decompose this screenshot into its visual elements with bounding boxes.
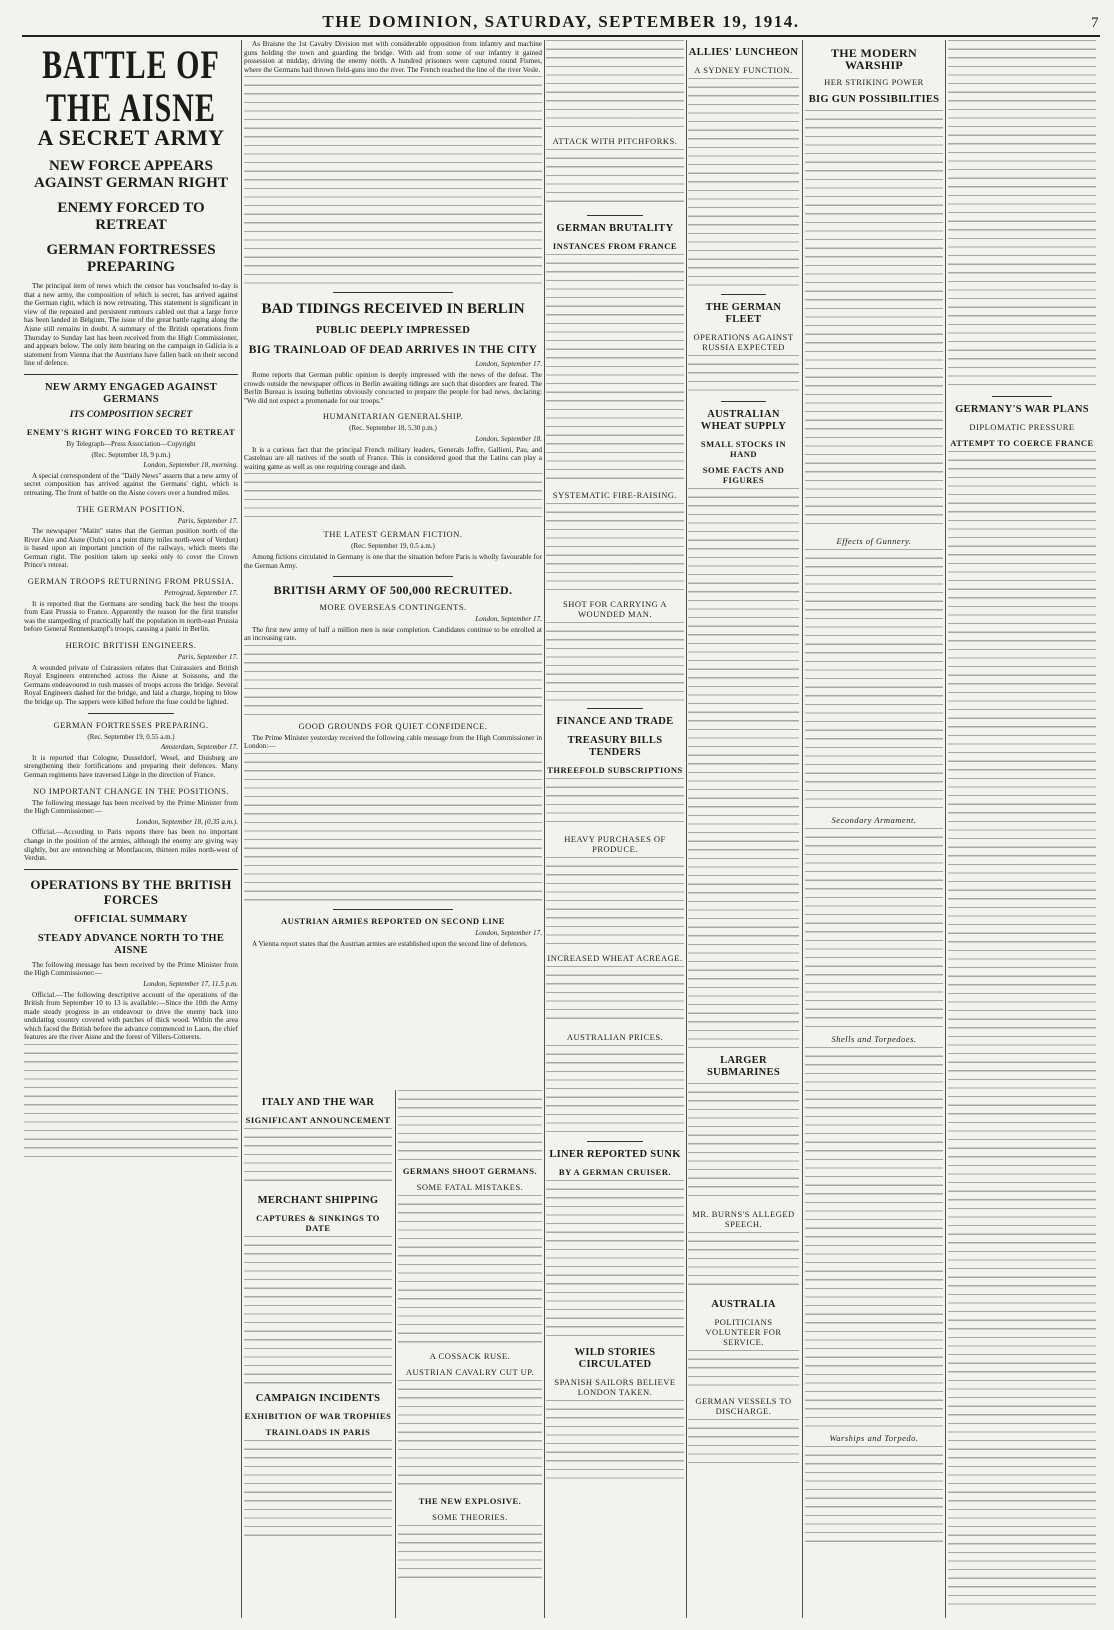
received-time: (Rec. September 19, 0.5 a.m.) xyxy=(351,542,435,551)
body-text-block xyxy=(688,1350,799,1390)
headline-fortresses: GERMAN FORTRESSES PREPARING xyxy=(46,242,216,275)
column-1 xyxy=(24,40,238,1618)
subhead-gunnery: Effects of Gunnery. xyxy=(836,536,912,546)
article-paragraph: Official.—According to Paris reports there has been no important change in the position of the armies, although the enemy are giving way slightly, but are entrenching at Montfaucon, thirteen miles north-west of Verdun. xyxy=(24,828,238,863)
subhead-right-wing: ENEMY'S RIGHT WING FORCED TO RETREAT xyxy=(26,426,236,437)
section-war-plans: GERMANY'S WAR PLANS xyxy=(955,404,1089,415)
dateline: London, September 18, (0.35 a.m.). xyxy=(136,817,238,826)
article-paragraph: It is reported that the Germans are sending back the best the troops from East Prussia to France. Apparently the reason for the first transfer was the stampeding of practically half the population in north-east Prussia before General Rennenkampf's troops, causing a panic in Berlin. xyxy=(24,599,238,634)
received-time: (Rec. September 18, 5.30 p.m.) xyxy=(349,424,437,433)
column-5 xyxy=(805,40,943,1618)
section-larger-submarines: LARGER SUBMARINES xyxy=(706,1055,780,1078)
body-text-block xyxy=(244,1128,392,1188)
masthead-title: THE DOMINION, SATURDAY, SEPTEMBER 19, 1914. xyxy=(322,12,800,31)
dateline: Paris, September 17. xyxy=(177,653,238,662)
masthead xyxy=(22,6,1100,37)
section-purchases: HEAVY PURCHASES OF PRODUCE. xyxy=(564,834,666,854)
subhead-threefold: THREEFOLD SUBSCRIPTIONS xyxy=(547,765,683,775)
section-british-forces: OPERATIONS BY THE BRITISH FORCES xyxy=(30,876,232,907)
article-paragraph: Rome reports that German public opinion is deeply impressed with the news of the defeat. The crowds outside the newspaper offices in Berlin awaiting tidings are such that disorders are feared. The Berlin Bureau is issuing bulletins obviously concocted to prepare the people for bad news, declaring: "We did not expect a promenade for our troops." xyxy=(244,370,542,405)
body-text-block xyxy=(688,488,799,1048)
body-text-block xyxy=(805,110,943,530)
body-text-block xyxy=(244,1440,392,1540)
divider xyxy=(721,294,765,295)
subhead-announcement: SIGNIFICANT ANNOUNCEMENT xyxy=(245,1115,391,1125)
section-liner-sunk: LINER REPORTED SUNK xyxy=(549,1149,681,1160)
body-text-block xyxy=(398,1090,542,1160)
section-troops-prussia: GERMAN TROOPS RETURNING FROM PRUSSIA. xyxy=(27,576,235,587)
body-text-block xyxy=(398,1525,542,1585)
divider xyxy=(88,713,174,714)
section-german-fiction: THE LATEST GERMAN FICTION. xyxy=(323,529,463,540)
subhead-warships-torpedo: Warships and Torpedo. xyxy=(829,1433,919,1443)
section-no-change: NO IMPORTANT CHANGE IN THE POSITIONS. xyxy=(33,785,229,796)
dateline: London, September 17. xyxy=(475,360,542,369)
article-paragraph: The Prime Minister yesterday received the following cable message from the High Commissioner in London:— xyxy=(244,733,542,751)
section-wild-stories: WILD STORIES CIRCULATED xyxy=(574,1347,656,1370)
column-6 xyxy=(948,40,1096,1618)
section-german-brutality: GERMAN BRUTALITY xyxy=(556,223,674,234)
dateline: Petrograd, September 17. xyxy=(164,589,238,598)
article-paragraph: A special correspondent of the "Daily News" asserts that a new army of secret composition has arrived against the Germans' right, which is retreating. The front of battle on the Aisne covers over a hundred miles. xyxy=(24,471,238,497)
body-text-block xyxy=(398,1195,542,1345)
article-paragraph: It is a curious fact that the principal French military leaders, Generals Joffre, Gallieni, Pau, and Castelnau are all natives of the south of France. This is considered good that the Latins can play a waiting game as well as one requiring courage and dash. xyxy=(244,445,542,471)
page-number: 7 xyxy=(1090,15,1100,31)
dateline: Amsterdam, September 17. xyxy=(160,743,238,752)
body-text-block xyxy=(546,149,684,209)
section-humanitarian: HUMANITARIAN GENERALSHIP. xyxy=(322,411,464,422)
section-wounded-man: SHOT FOR CARRYING A WOUNDED MAN. xyxy=(562,599,668,619)
section-quiet-confidence: GOOD GROUNDS FOR QUIET CONFIDENCE. xyxy=(298,720,488,731)
section-merchant-shipping: MERCHANT SHIPPING xyxy=(257,1195,379,1206)
section-fire-raising: SYSTEMATIC FIRE-RAISING. xyxy=(552,490,678,500)
article-paragraph: As Braisne the 1st Cavalry Division met with considerable opposition from infantry and machine guns holding the town and guarding the bridge. With aid from some of our infantry it gained possession at midday, driving the enemy north. A hundred prisoners were captured round Fismes, where the Germans had thrown field-guns into the river. The French reached the line of the river Vesle. xyxy=(244,40,542,74)
body-text-block xyxy=(805,1047,943,1427)
subhead-small-stocks: SMALL STOCKS IN HAND xyxy=(700,439,787,459)
column-rule xyxy=(686,40,687,1618)
dateline: London, September 17, 11.5 p.m. xyxy=(143,979,238,988)
section-italy: ITALY AND THE WAR xyxy=(261,1097,375,1108)
column-2b xyxy=(398,1090,542,1618)
subhead-public-impressed: PUBLIC DEEPLY IMPRESSED xyxy=(315,325,471,337)
subhead-coerce-france: ATTEMPT TO COERCE FRANCE xyxy=(950,438,1094,448)
body-text-block xyxy=(546,503,684,593)
divider xyxy=(333,576,452,577)
column-rule xyxy=(945,40,946,1618)
article-paragraph: The newspaper "Matin" states that the German position north of the River Aire and Aisne (Oulx) on a point thirty miles north-west of Verdun) is based upon an important junction of the railways, which meets the German right. The position taken up seeks only to cover the Crown Prince's retreat. xyxy=(24,527,238,570)
body-text-block xyxy=(24,1044,238,1164)
divider xyxy=(992,396,1051,397)
subhead-captures: CAPTURES & SINKINGS TO DATE xyxy=(256,1213,380,1233)
body-text-block xyxy=(805,549,943,809)
dateline: London, September 17. xyxy=(475,929,542,938)
column-rule xyxy=(241,40,242,1618)
section-australia: AUSTRALIA xyxy=(711,1299,776,1310)
divider xyxy=(333,292,452,293)
body-text-block xyxy=(244,473,542,523)
column-2a xyxy=(244,1090,392,1618)
article-paragraph: It is reported that Cologne, Dusseldorf, Wesel, and Duisburg are strengthening their fortifications and preparing their defences. Many German regiments have traversed Liège in the direction of France. xyxy=(24,753,238,779)
dateline: London, September 18, morning. xyxy=(143,461,238,470)
section-finance: FINANCE AND TRADE xyxy=(556,716,674,727)
body-text-block xyxy=(546,1400,684,1480)
section-wheat-acreage: INCREASED WHEAT ACREAGE. xyxy=(547,953,683,963)
body-text-block xyxy=(948,40,1096,390)
article-paragraph: A Vienna report states that the Austrian armies are established upon the second line of defences. xyxy=(252,939,528,948)
headline-secret-army: A SECRET ARMY xyxy=(37,125,225,150)
body-text-block xyxy=(688,78,799,288)
body-text-block xyxy=(244,645,542,715)
subhead-diplomatic: DIPLOMATIC PRESSURE xyxy=(969,422,1075,432)
section-pitchforks: ATTACK WITH PITCHFORKS. xyxy=(552,136,678,146)
section-engineers: HEROIC BRITISH ENGINEERS. xyxy=(65,640,197,651)
body-text-block xyxy=(546,1180,684,1340)
dateline: Paris, September 17. xyxy=(177,516,238,525)
headline-enemy-retreat: ENEMY FORCED TO RETREAT xyxy=(57,200,205,233)
subhead-steady-advance: STEADY ADVANCE NORTH TO THE AISNE xyxy=(37,932,225,956)
body-text-block xyxy=(688,1083,799,1203)
column-rule xyxy=(802,40,803,1618)
subhead-facts: SOME FACTS AND FIGURES xyxy=(702,465,785,485)
column-rule xyxy=(544,40,545,1618)
section-modern-warship: THE MODERN WARSHIP xyxy=(830,46,917,72)
body-text-block xyxy=(546,778,684,828)
body-text-block xyxy=(688,355,799,395)
body-text-block xyxy=(688,1232,799,1292)
body-text-block xyxy=(546,1045,684,1135)
column-3 xyxy=(546,40,684,1618)
body-text-block xyxy=(546,966,684,1026)
subhead-cruiser: BY A GERMAN CRUISER. xyxy=(558,1167,672,1177)
subhead-spanish-sailors: SPANISH SAILORS BELIEVE LONDON TAKEN. xyxy=(554,1377,676,1397)
subhead-composition: ITS COMPOSITION SECRET xyxy=(69,409,193,420)
body-text-block xyxy=(948,451,1096,1611)
body-text-block xyxy=(546,622,684,702)
section-mr-burns: MR. BURNS'S ALLEGED SPEECH. xyxy=(692,1209,795,1229)
column-rule xyxy=(395,1090,396,1618)
section-fortresses: GERMAN FORTRESSES PREPARING. xyxy=(53,719,209,730)
section-campaign-incidents: CAMPAIGN INCIDENTS xyxy=(255,1393,381,1404)
divider xyxy=(587,708,642,709)
body-text-block xyxy=(244,1236,392,1386)
subhead-sydney: A SYDNEY FUNCTION. xyxy=(694,65,793,75)
body-text-block xyxy=(805,1446,943,1546)
section-german-vessels: GERMAN VESSELS TO DISCHARGE. xyxy=(695,1396,792,1416)
subhead-russia: OPERATIONS AGAINST RUSSIA EXPECTED xyxy=(693,332,794,352)
received-time: (Rec. September 18, 9 p.m.) xyxy=(91,450,171,459)
subhead-trainloads: TRAINLOADS IN PARIS xyxy=(265,1427,371,1437)
dateline: London, September 17. xyxy=(475,615,542,624)
headline-battle-of-the-aisne: BATTLE OF THE AISNE xyxy=(42,42,220,131)
body-text-block xyxy=(546,254,684,484)
subhead-austrian-cavalry: AUSTRIAN CAVALRY CUT UP. xyxy=(405,1367,535,1377)
section-bad-tidings: BAD TIDINGS RECEIVED IN BERLIN xyxy=(261,301,525,318)
subhead-overseas: MORE OVERSEAS CONTINGENTS. xyxy=(319,602,467,613)
byline: By Telegraph—Press Association—Copyright xyxy=(66,439,196,448)
section-german-position: THE GERMAN POSITION. xyxy=(76,503,186,514)
subhead-striking-power: HER STRIKING POWER xyxy=(824,77,924,87)
intro-paragraph: The principal item of news which the censor has vouchsafed to-day is that a new army, the composition of which is secret, has arrived against the German right, which is now retreating. This statement is significant in view of the repeated and persistent rumours cabled out that a large force has been landed in Belgium. The issue of the great battle raging along the Aisne still remains in doubt. A summary of the British operations from Thursday to Sunday last has been received from the High Commissioner, and appears below. The only item bearing on the campaign in Galicia is a statement from Vienna that the Austrians have fallen back on their second line of defence. xyxy=(24,282,238,368)
subhead-shells: Shells and Torpedoes. xyxy=(831,1034,917,1044)
section-allies-luncheon: ALLIES' LUNCHEON xyxy=(688,47,799,58)
article-paragraph: Official.—The following descriptive account of the operations of the British from September 10 to 13 is available:—Since the 10th the Army made steady progress in an endeavour to drive the enemy back into undulating country covered with patches of thick wood. Within the area which faced the British before the advance commenced to Laon, the chief features are the river Aisne and the forest of Villers-Cotterets. xyxy=(24,990,238,1042)
received-time: (Rec. September 19, 0.55 a.m.) xyxy=(87,732,175,741)
headline-new-force: NEW FORCE APPEARS AGAINST GERMAN RIGHT xyxy=(34,158,228,191)
subhead-theories: SOME THEORIES. xyxy=(432,1512,508,1522)
section-new-explosive: THE NEW EXPLOSIVE. xyxy=(418,1496,522,1506)
section-new-army: NEW ARMY ENGAGED AGAINST GERMANS xyxy=(44,381,218,405)
column-4 xyxy=(688,40,799,1618)
article-paragraph: A wounded private of Cuirassiers relates that Cuirassiers and British Royal Engineers entrenched across the Aisne at Soissons, and the Germans endeavoured to rush masses of troops across the bridge. Several Royal Engineers dashed for the bridge, and laid a charge, hoping to blow the bridge up. The sappers were killed before the fuse could be lighted. xyxy=(24,663,238,706)
subhead-big-gun: BIG GUN POSSIBILITIES xyxy=(808,94,940,105)
divider xyxy=(333,909,452,910)
divider xyxy=(24,374,238,375)
article-paragraph: The first new army of half a million men is near completion. Candidates continue to be enrolled at an increasing rate. xyxy=(244,625,542,643)
body-text-block xyxy=(546,857,684,947)
dateline: London, September 18. xyxy=(475,434,542,443)
section-wheat-supply: AUSTRALIAN WHEAT SUPPLY xyxy=(700,409,787,432)
subhead-politicians: POLITICIANS VOLUNTEER FOR SERVICE. xyxy=(705,1317,782,1347)
subhead-official-summary: OFFICIAL SUMMARY xyxy=(74,913,188,925)
subhead-treasury: TREASURY BILLS TENDERS xyxy=(567,735,663,758)
subhead-instances: INSTANCES FROM FRANCE xyxy=(552,241,678,251)
divider xyxy=(587,215,642,216)
article-paragraph: The following message has been received by the Prime Minister from the High Commissioner:— xyxy=(24,798,238,816)
divider xyxy=(721,401,765,402)
body-text-block xyxy=(688,1419,799,1469)
section-austrian-armies: AUSTRIAN ARMIES REPORTED ON SECOND LINE xyxy=(281,916,505,927)
subhead-fatal-mistakes: SOME FATAL MISTAKES. xyxy=(416,1182,524,1192)
subhead-trophies: EXHIBITION OF WAR TROPHIES xyxy=(244,1411,392,1421)
section-prices: AUSTRALIAN PRICES. xyxy=(566,1032,664,1042)
body-text-block xyxy=(546,40,684,130)
section-cossack-ruse: A COSSACK RUSE. xyxy=(429,1351,511,1361)
article-paragraph: The following message has been received by the Prime Minister from the High Commissioner:— xyxy=(24,960,238,978)
subhead-trainload: BIG TRAINLOAD OF DEAD ARRIVES IN THE CITY xyxy=(248,344,538,357)
column-2 xyxy=(244,40,542,1080)
section-british-army: BRITISH ARMY OF 500,000 RECRUITED. xyxy=(273,583,513,598)
body-text-block xyxy=(244,753,542,903)
subhead-secondary: Secondary Armament. xyxy=(831,815,917,825)
article-paragraph: Among fictions circulated in Germany is one that the situation before Paris is wholly favourable for the German Army. xyxy=(244,552,542,570)
section-germans-shoot: GERMANS SHOOT GERMANS. xyxy=(402,1166,538,1176)
body-text-block xyxy=(398,1380,542,1490)
section-german-fleet: THE GERMAN FLEET xyxy=(705,302,782,325)
divider xyxy=(587,1141,642,1142)
body-text-block xyxy=(805,828,943,1028)
body-text-block xyxy=(244,76,542,286)
divider xyxy=(24,869,238,870)
